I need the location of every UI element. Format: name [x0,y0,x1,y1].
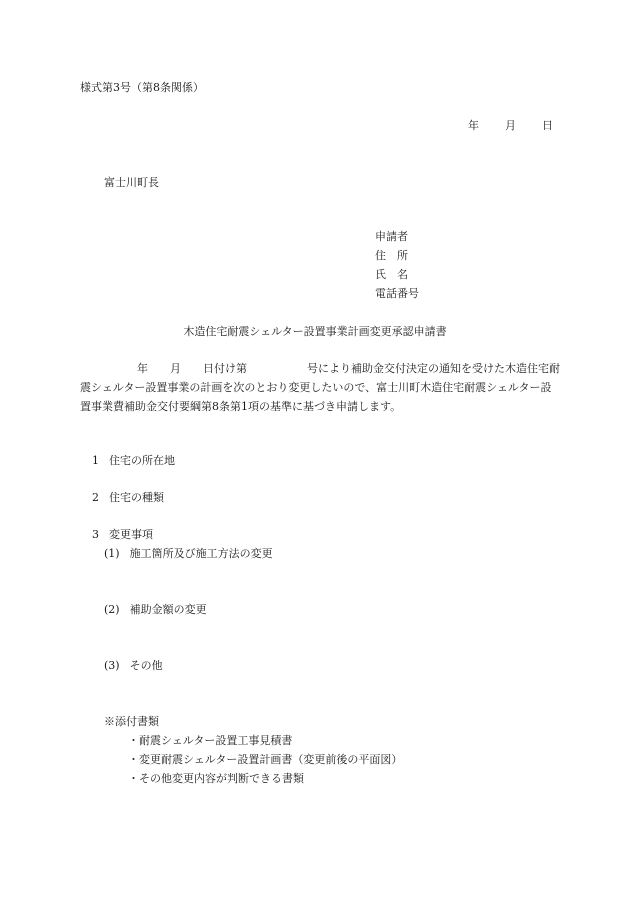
list-item-location [92,455,175,466]
body-paragraph [80,359,560,416]
list-item-changes [92,529,153,540]
date-line [468,120,553,131]
item-label: 住宅の種類 [109,491,164,504]
subitem-subsidy-change [104,604,207,615]
subitem-number: (2) [104,603,120,616]
subitem-number: (3) [104,659,120,672]
form-number: 様式第3号（第8条関係） [80,81,204,94]
attachment-item: ・変更耐震シェルター設置計画書（変更前後の平面図） [128,753,403,766]
body-year-label: 年 [137,362,148,375]
item-number: 1 [92,454,99,467]
applicant-address-label: 住 所 [375,249,408,262]
attachment-item: ・その他変更内容が判断できる書類 [128,772,304,785]
document-title: 木造住宅耐震シェルター設置事業計画変更承認申請書 [183,325,447,338]
body-month-label: 月 [170,362,181,375]
list-item-type [92,492,164,503]
item-label: 住宅の所在地 [109,454,175,467]
date-year-label: 年 [468,119,479,132]
subitem-label: その他 [129,659,163,672]
subitem-other [104,660,163,671]
attachments-heading: ※添付書類 [104,715,159,728]
applicant-phone-label: 電話番号 [375,287,419,300]
body-text: 号により補助金交付決定の通知を受けた木造住宅耐震シェルター設置事業の計画を次のとおり変更したいので、富士川町木造住宅耐震シェルター設置事業費補助金交付要綱第8条第1項の基準に基づき申請します。 [80,362,560,413]
body-dated-no-label: 日付け第 [203,362,247,375]
item-label: 変更事項 [109,528,153,541]
date-month-label: 月 [505,119,516,132]
applicant-heading: 申請者 [375,230,408,243]
subitem-construction-change [104,548,273,559]
applicant-name-label: 氏 名 [375,268,408,281]
subitem-number: (1) [104,547,120,560]
date-day-label: 日 [542,119,553,132]
item-number: 3 [92,528,99,541]
applicant-block [375,231,419,307]
addressee: 富士川町長 [104,176,159,189]
attachment-item: ・耐震シェルター設置工事見積書 [128,734,293,747]
item-number: 2 [92,491,99,504]
subitem-label: 補助金額の変更 [129,603,207,616]
subitem-label: 施工箇所及び施工方法の変更 [129,547,273,560]
